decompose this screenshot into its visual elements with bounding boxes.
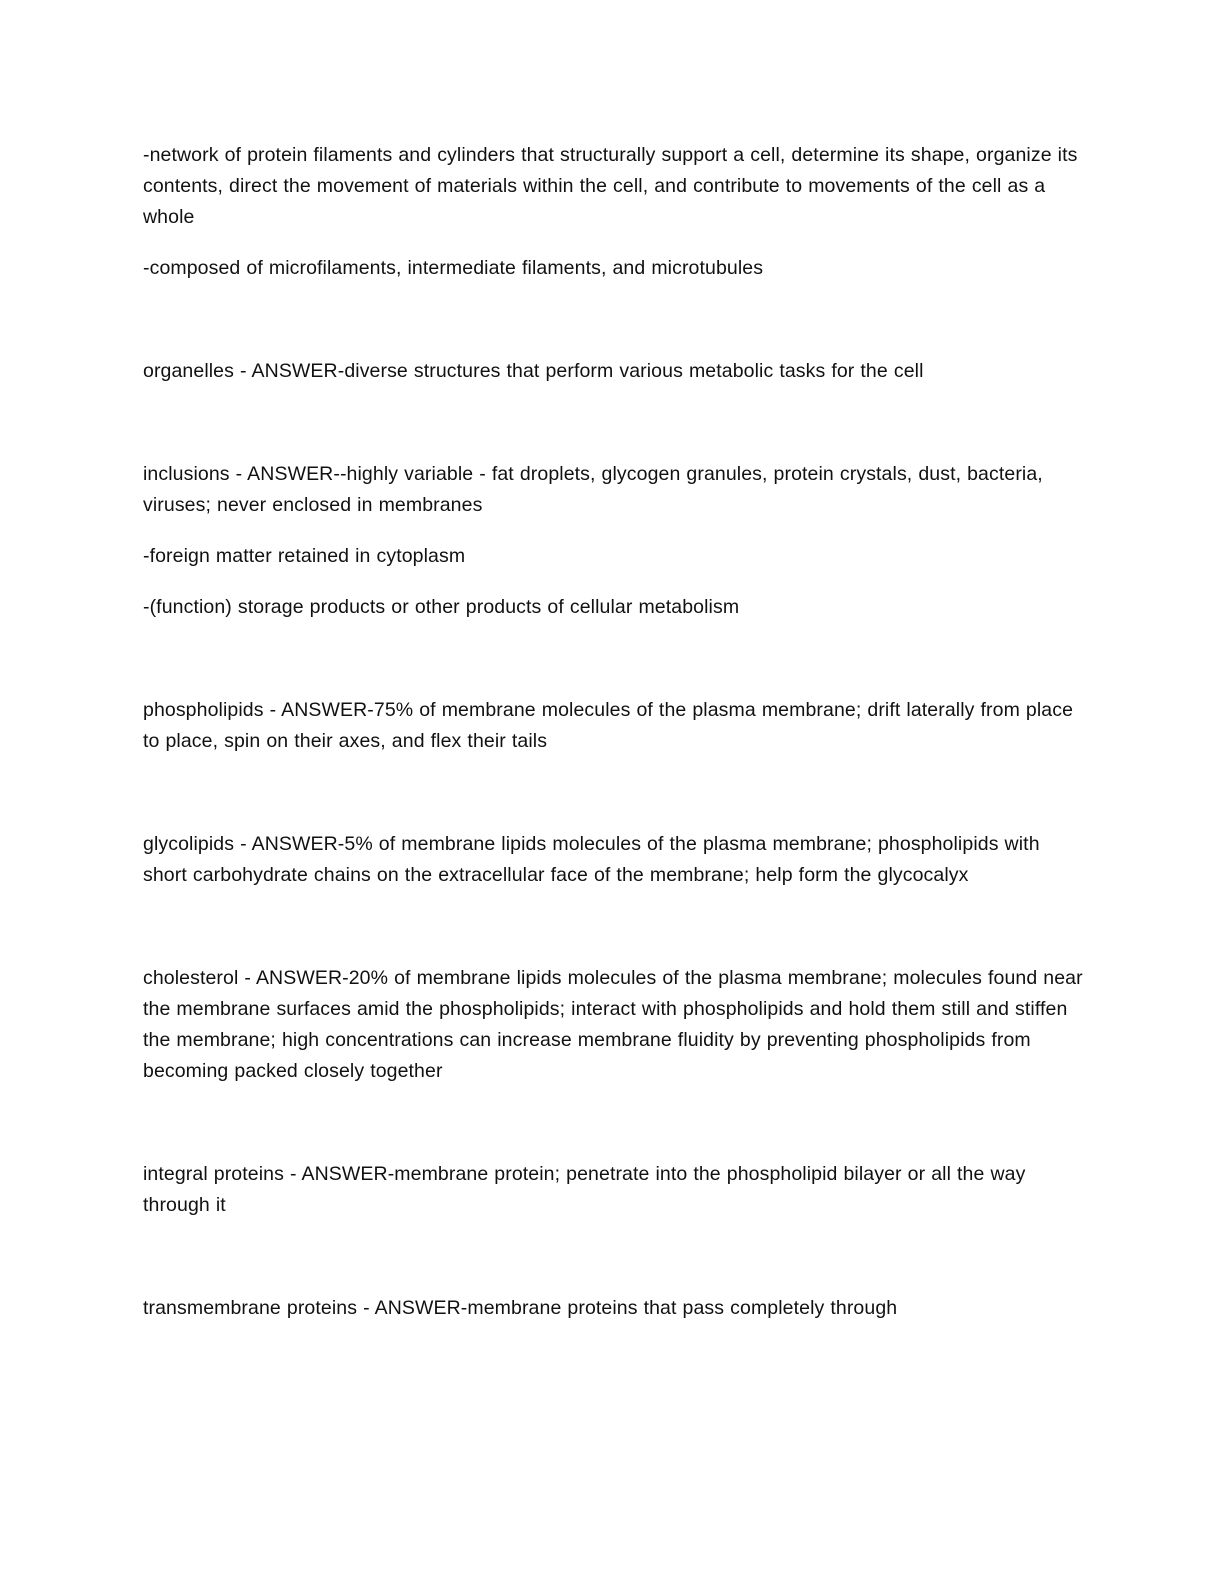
document-body — [143, 140, 1084, 1324]
paragraph: glycolipids - ANSWER-5% of membrane lipids molecules of the plasma membrane; phospholipids with short carbohydrate chains on the extracellular face of the membrane; help form the glycocalyx — [143, 833, 1040, 886]
paragraph: -network of protein filaments and cylinders that structurally support a cell, determine its shape, organize its contents, direct the movement of materials within the cell, and contribute to movements of the cell as a whole — [143, 144, 1078, 228]
paragraph: inclusions - ANSWER--highly variable - fat droplets, glycogen granules, protein crystals, dust, bacteria, viruses; never enclosed in membranes — [143, 463, 1043, 516]
paragraph: -(function) storage products or other products of cellular metabolism — [143, 596, 740, 618]
paragraph: integral proteins - ANSWER-membrane protein; penetrate into the phospholipid bilayer or all the way through it — [143, 1163, 1026, 1216]
paragraph: -foreign matter retained in cytoplasm — [143, 545, 466, 567]
paragraph: organelles - ANSWER-diverse structures that perform various metabolic tasks for the cell — [143, 360, 924, 382]
paragraph: cholesterol - ANSWER-20% of membrane lipids molecules of the plasma membrane; molecules found near the membrane surfaces amid the phospholipids; interact with phospholipids and hold them still and stiffen the membrane; high concentrations can increase membrane fluidity by preventing phospholipids from becoming packed closely together — [143, 967, 1083, 1082]
paragraph: transmembrane proteins - ANSWER-membrane proteins that pass completely through — [143, 1297, 898, 1319]
paragraph: -composed of microfilaments, intermediate filaments, and microtubules — [143, 257, 764, 279]
paragraph: phospholipids - ANSWER-75% of membrane molecules of the plasma membrane; drift laterally from place to place, spin on their axes, and flex their tails — [143, 699, 1074, 752]
